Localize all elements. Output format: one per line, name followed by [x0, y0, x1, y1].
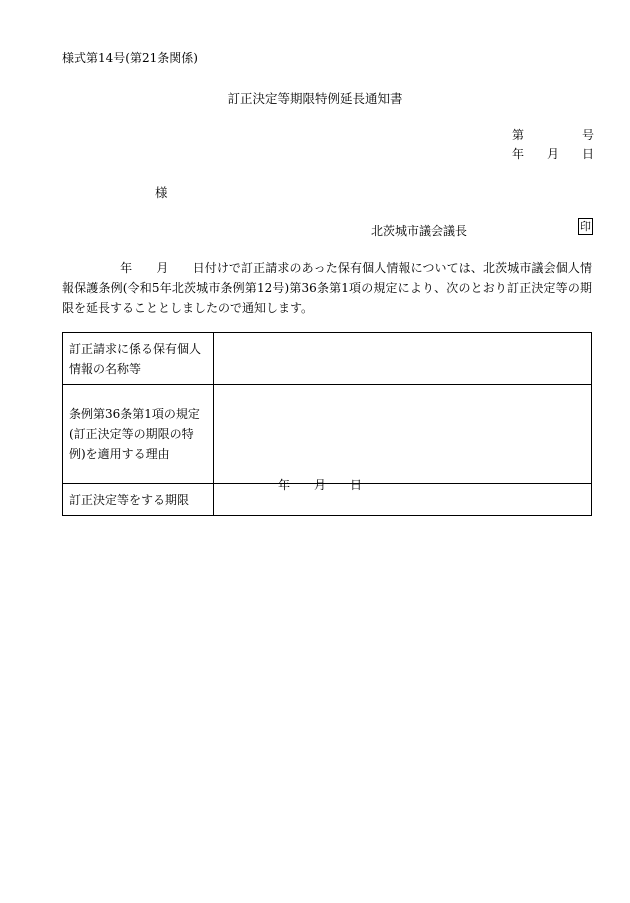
- issue-date-year: 年: [512, 147, 525, 161]
- deadline-day: 日: [350, 478, 363, 492]
- table-row: [63, 385, 592, 484]
- issue-date-day: 日: [582, 147, 595, 161]
- seal-box: 印: [580, 220, 591, 233]
- row-value-deadline: [214, 478, 592, 516]
- body-year: 年: [120, 261, 133, 275]
- document-title: 訂正決定等期限特例延長通知書: [227, 91, 403, 106]
- deadline-year: 年: [278, 478, 291, 492]
- deadline-month: 月: [314, 478, 327, 492]
- body-text: 日付けで訂正請求のあった保有個人情報については、北茨城市議会個人情報保護条例(令和5年北茨城市条例第12号)第36条第1項の規定により、次のとおり訂正決定等の期限を延長することとしましたので通知します。: [62, 261, 592, 315]
- notice-body: [62, 258, 592, 318]
- issue-date-month: 月: [547, 147, 560, 161]
- table-row: [63, 484, 592, 516]
- body-month: 月: [156, 261, 169, 275]
- table-row: [63, 333, 592, 385]
- document-number-prefix: 第: [512, 128, 525, 142]
- sender-title: 北茨城市議会議長: [371, 224, 468, 238]
- document-number-suffix: 号: [582, 128, 595, 142]
- row-label-info-name: 訂正請求に係る保有個人情報の名称等: [63, 333, 214, 385]
- notice-details-table: [62, 332, 592, 516]
- row-value-info-name: [214, 333, 592, 385]
- addressee-honorific: 様: [155, 185, 168, 200]
- row-value-reason: [214, 385, 592, 484]
- form-reference: 様式第14号(第21条関係): [62, 51, 198, 65]
- row-label-reason: 条例第36条第1項の規定(訂正決定等の期限の特例)を適用する理由: [63, 385, 214, 484]
- row-label-deadline: 訂正決定等をする期限: [63, 484, 214, 516]
